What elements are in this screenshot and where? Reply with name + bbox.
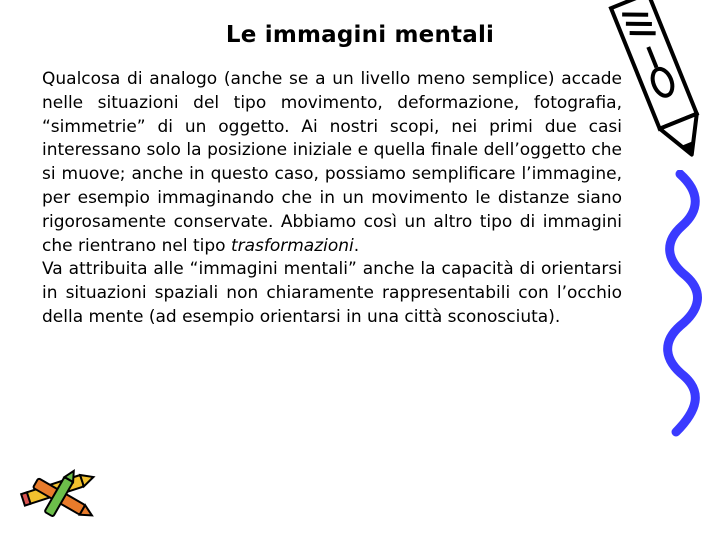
page-title: Le immagini mentali bbox=[225, 22, 495, 48]
paragraph-1 bbox=[42, 68, 622, 258]
paragraph-1-tail: . bbox=[353, 235, 360, 256]
paragraph-1-text: Qualcosa di analogo (anche se a un livello meno semplice) accade nelle situazioni del tipo movimento, deformazione, fotografia, “simmetrie” di un oggetto. Ai nostri scopi, nei primi due casi interessano solo la posizione iniziale e quella finale dell’oggetto che si muove; anche in questo caso, possiamo semplificare l’immagine, per esempio immaginando che in un movimento le distanze siano rigorosamente conservate. Abbiamo così un altro tipo di immagini che rientrano nel tipo bbox=[42, 69, 622, 256]
pencil-icon bbox=[608, 0, 720, 172]
squiggle-line bbox=[650, 170, 710, 440]
paragraph-1-emphasis: trasformazioni bbox=[230, 235, 354, 256]
body-text bbox=[42, 68, 622, 330]
crayons-icon bbox=[18, 466, 104, 528]
paragraph-2: Va attribuita alle “immagini mentali” anche la capacità di orientarsi in situazioni spaziali non chiaramente rappresentabili con l’occhio della mente (ad esempio orientarsi in una città sconosciuta). bbox=[42, 259, 622, 327]
